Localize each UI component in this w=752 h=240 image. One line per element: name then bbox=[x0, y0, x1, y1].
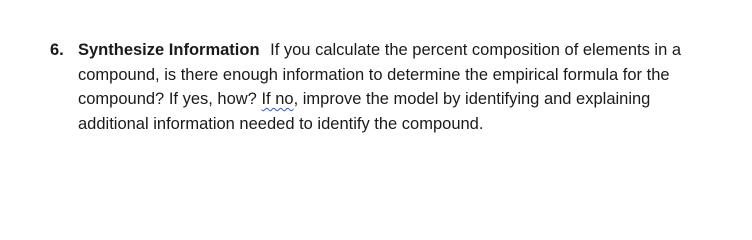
question-number: 6. bbox=[50, 41, 64, 59]
question-item bbox=[50, 38, 710, 136]
question-heading: Synthesize Information bbox=[78, 41, 260, 59]
question-text-part2: , improve the model by identifying and explaining additional information needed to identify the compound. bbox=[78, 90, 651, 133]
spellcheck-flagged-text[interactable]: If no bbox=[261, 90, 294, 108]
question-body bbox=[78, 38, 710, 136]
question-text-part1: If you calculate the percent composition of elements in a compound, is there enough information to determine the empirical formula for the compound? If yes, how? bbox=[78, 41, 682, 108]
